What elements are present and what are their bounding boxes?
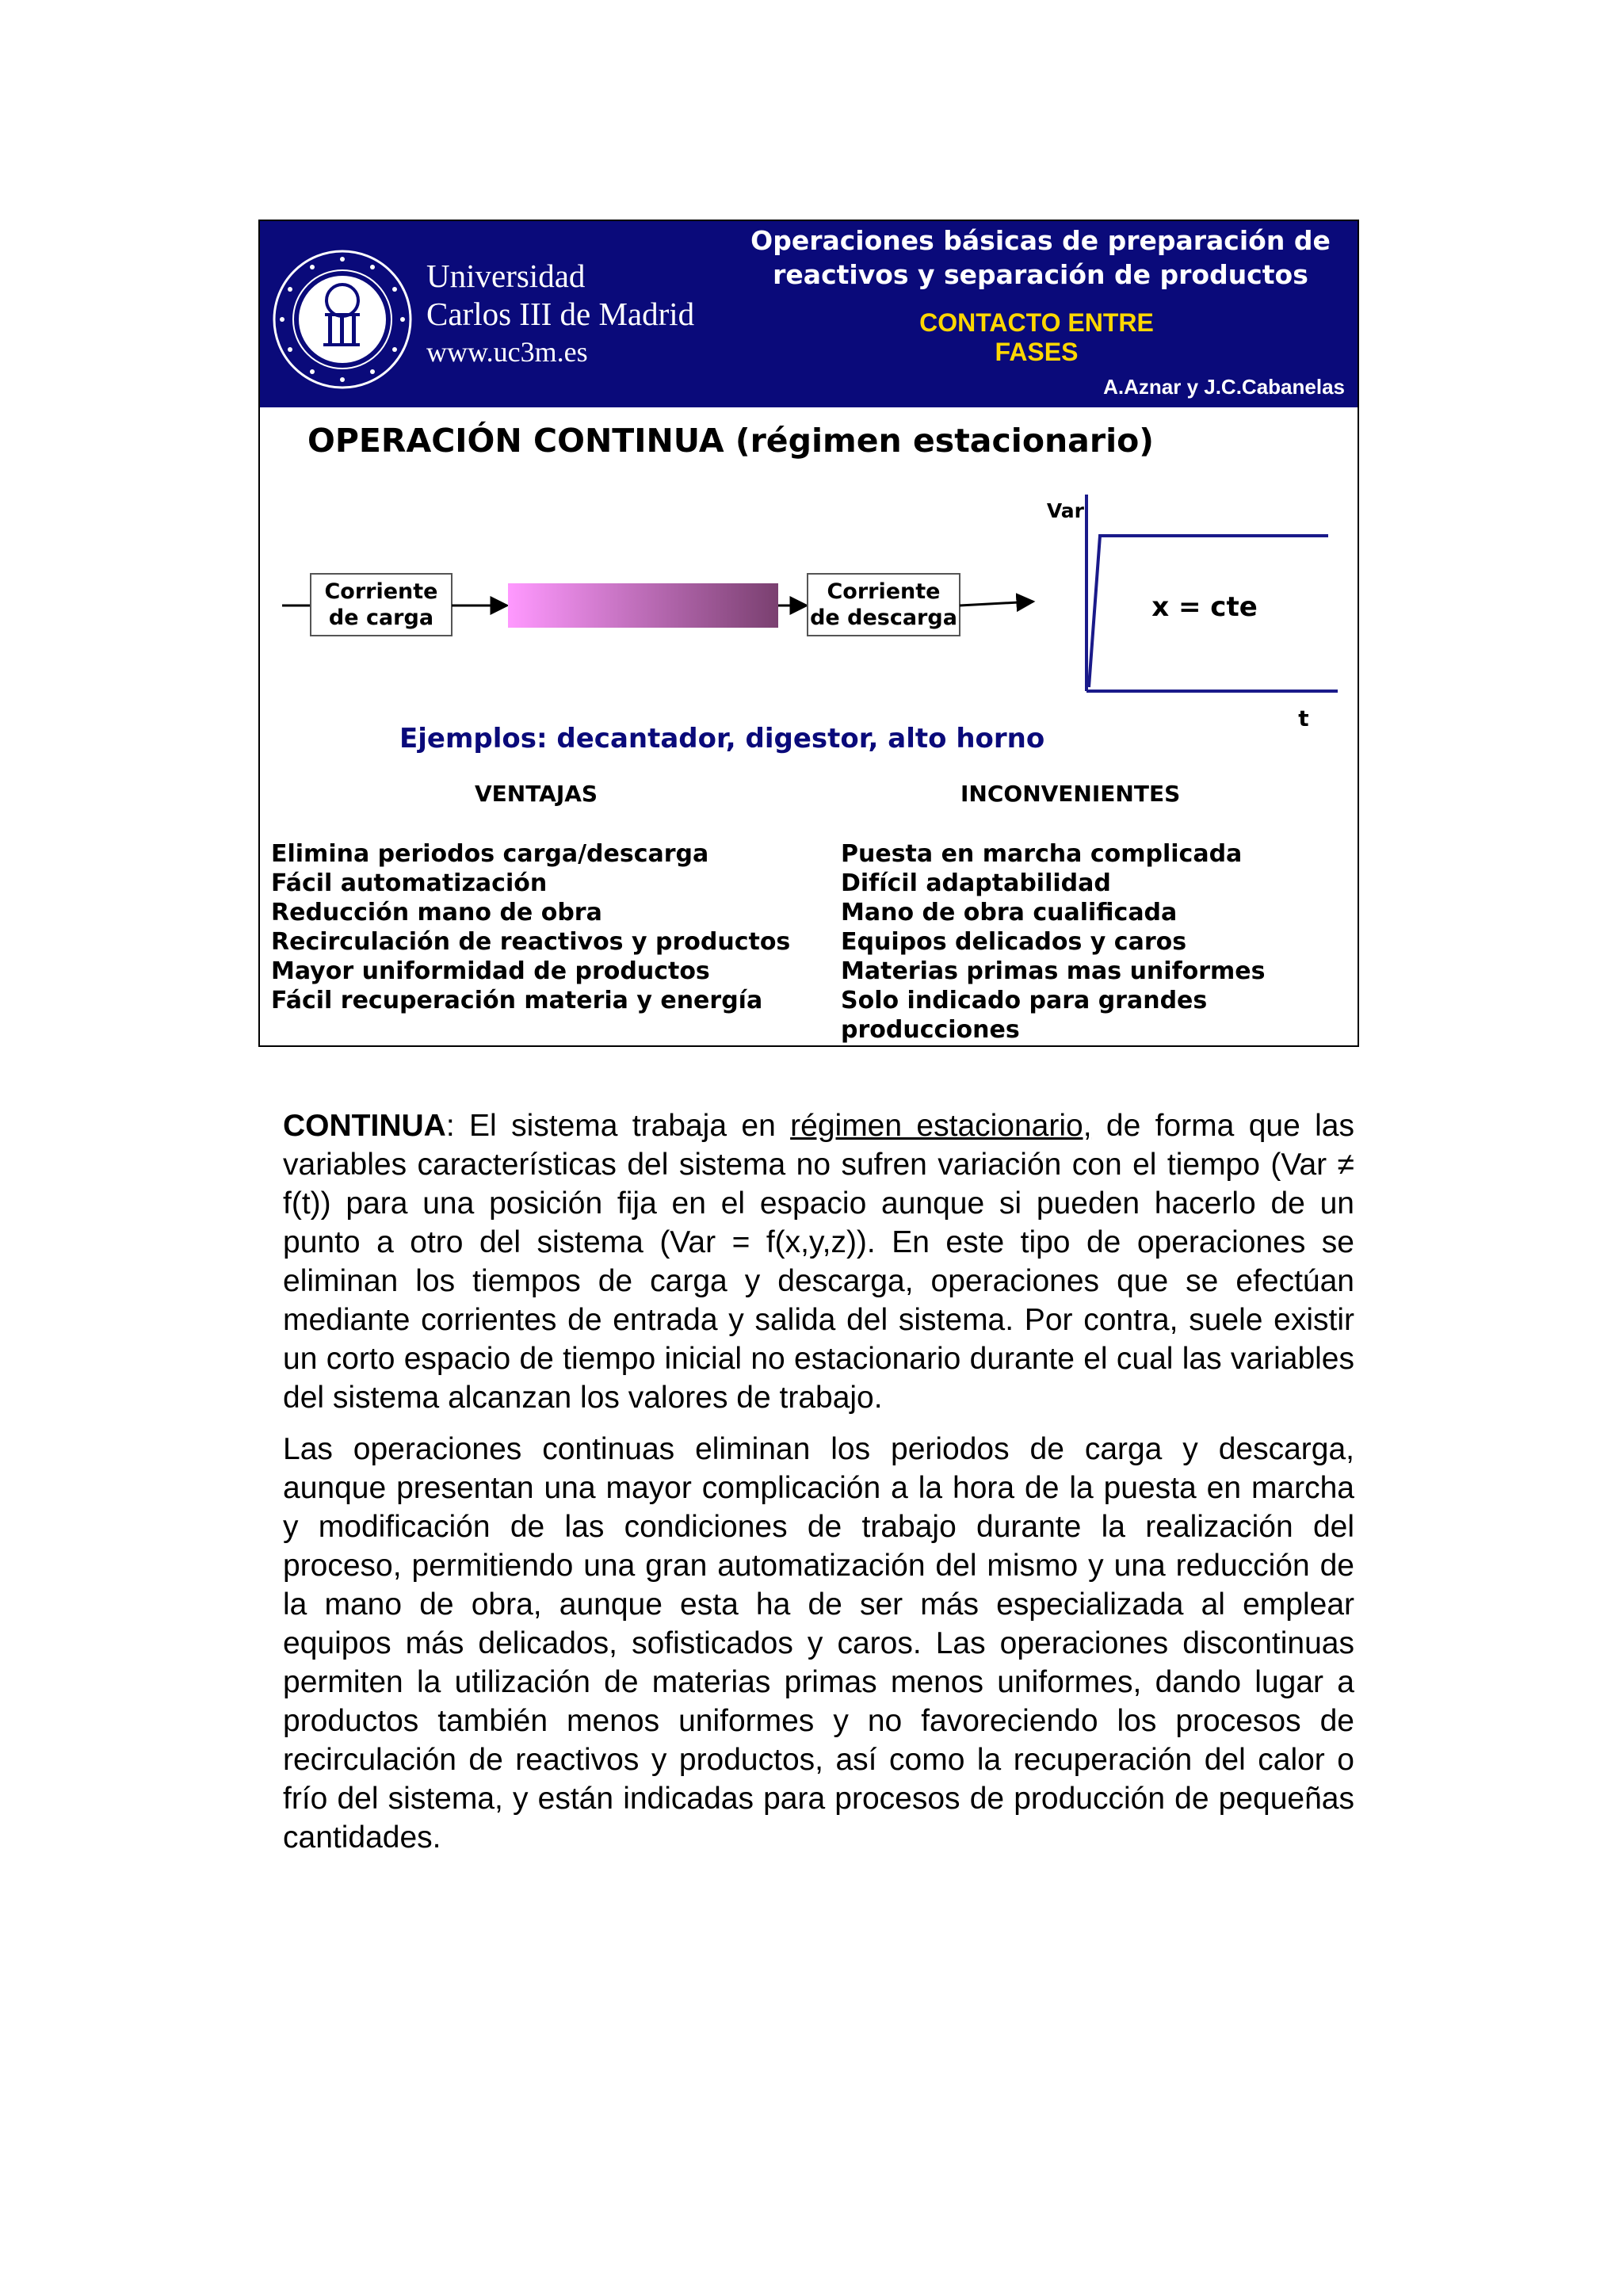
list-item: producciones [841,1016,1020,1044]
outlet-label-2: de descarga [810,606,957,630]
course-title-line-1: Operaciones básicas de preparación de [750,225,1331,256]
process-diagram [260,221,1358,728]
list-item: Recirculación de reactivos y productos [271,928,791,956]
x-axis-label: t [1298,705,1309,728]
advantages-heading: VENTAJAS [475,781,598,807]
outlet-arrow [960,602,1033,606]
section-title: CONTACTO ENTRE FASES [919,308,1154,366]
list-item: Elimina periodos carga/descarga [271,840,709,868]
term-continua: CONTINUA [283,1109,446,1143]
list-item: Fácil automatización [271,869,548,897]
inlet-label-2: de carga [328,606,434,630]
list-item: Reducción mano de obra [271,899,602,926]
list-item: Equipos delicados y caros [841,928,1187,956]
paragraph-1-part-b: de forma que las variables características del sistema no sufren variación con el tiempo (Var ≠ f(t)) para una posición fija en el espacio aunque si pueden hacerlo de un punto a otro del sistema (Var = f(x,y,z)). En este tipo de operaciones se eliminan los tiempos de carga y descarga, operaciones que se efectúan mediante corrientes de entrada y salida del sistema. Por contra, suele existir un corto espacio de tiempo inicial no estacionario durante el cual las variables del sistema alcanzan los valores de trabajo. [283,1109,1354,1415]
list-item: Puesta en marcha complicada [841,840,1243,868]
authors: A.Aznar y J.C.Cabanelas [1103,375,1345,399]
university-website: www.uc3m.es [426,336,588,368]
list-item: Mano de obra cualificada [841,899,1178,926]
inlet-label-1: Corriente [324,579,438,604]
slide-title: OPERACIÓN CONTINUA (régimen estacionario) [307,422,1155,460]
curve-label: x = cte [1151,591,1258,623]
list-item: Materias primas mas uniformes [841,957,1266,985]
body-text [283,1106,1354,1870]
y-axis-label: Var [1046,499,1084,522]
continuous-reactor [508,583,778,628]
slide [258,220,1359,1047]
paragraph-2: Las operaciones continuas eliminan los periodos de carga y descarga, aunque presentan una mayor complicación a la hora de la puesta en marcha y modificación de las condiciones de trabajo durante la realización del proceso, permitiendo una gran automatización del mismo y una reducción de la mano de obra, aunque esta ha de ser más especializada al emplear equipos más delicados, sofisticados y caros. Las operaciones discontinuas permiten la utilización de materias primas menos uniformes, dando lugar a productos también menos uniformes y no favoreciendo los procesos de recirculación de reactivos y productos, así como la recuperación del calor o frío del sistema, y están indicadas para procesos de producción de pequeñas cantidades. [283,1432,1354,1855]
course-title-line-2: reactivos y separación de productos [773,259,1308,290]
university-line-1: Universidad [426,258,586,294]
outlet-label-1: Corriente [827,579,941,604]
list-item: Mayor uniformidad de productos [271,957,710,985]
university-line-2: Carlos III de Madrid [426,296,695,332]
examples-line: Ejemplos: decantador, digestor, alto horno [399,723,1045,755]
disadvantages-heading: INCONVENIENTES [960,781,1181,807]
list-item: Fácil recuperación materia y energía [271,987,763,1014]
underlined-term: régimen estacionario, [790,1109,1092,1143]
disadvantages-list [841,839,1266,1045]
paragraph-continua [283,1106,1354,1417]
advantages-list [271,839,790,1015]
list-item: Solo indicado para grandes [841,987,1208,1014]
paragraph-1-part-a: : El sistema trabaja en [445,1109,791,1143]
list-item: Difícil adaptabilidad [841,869,1111,897]
